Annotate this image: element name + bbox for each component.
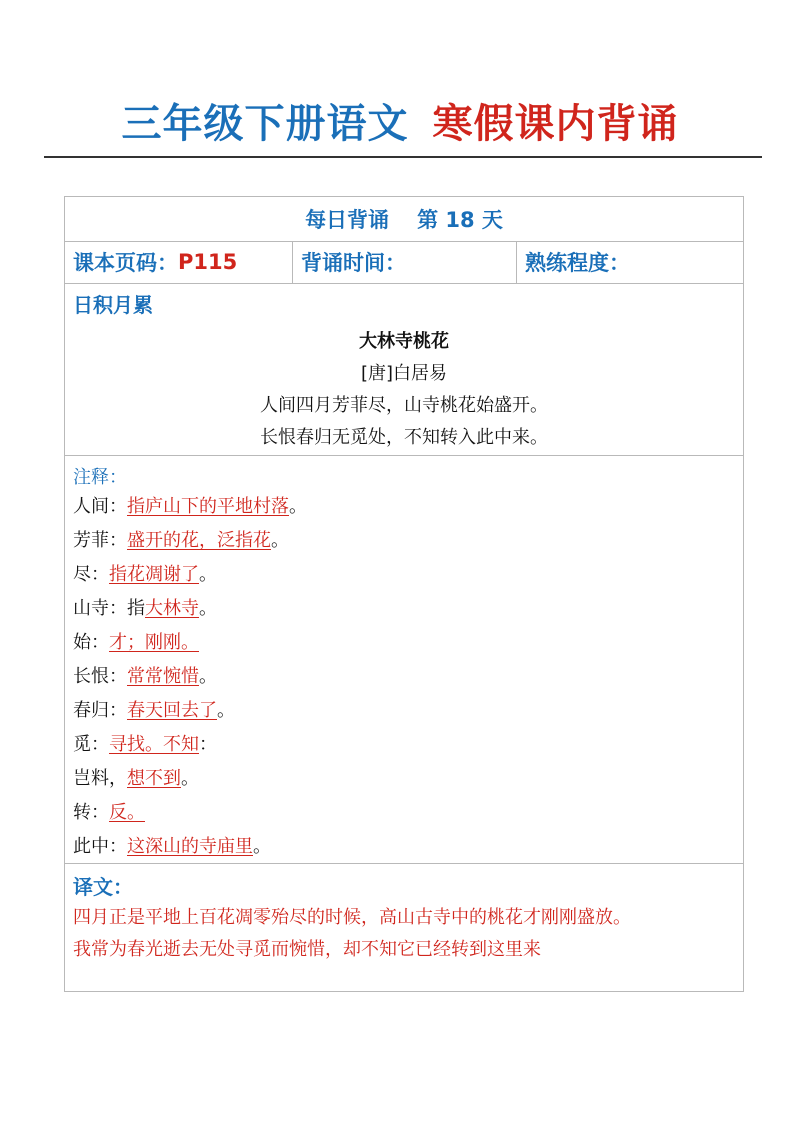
title-divider (44, 156, 762, 158)
note-definition: 这深山的寺庙里 (127, 836, 253, 857)
note-item (73, 665, 217, 689)
note-tail: ： (199, 734, 217, 755)
note-term: 尽： (73, 564, 109, 585)
day-counter: 第 18 天 (417, 208, 503, 232)
note-item (73, 835, 271, 859)
note-item (73, 699, 235, 723)
poem-line: 人间四月芳菲尽，山寺桃花始盛开。 (260, 395, 548, 416)
proficiency-label: 熟练程度： (525, 251, 630, 275)
note-term: 芳菲： (73, 530, 127, 551)
proficiency-cell (517, 241, 743, 283)
time-cell (293, 241, 517, 283)
daily-label: 每日背诵 (305, 208, 390, 232)
poem-title: 大林寺桃花 (359, 331, 449, 352)
note-definition: 指庐山下的平地村落 (127, 496, 289, 517)
note-tail: 。 (199, 564, 217, 585)
note-term: 长恨： (73, 666, 127, 687)
note-tail: 。 (181, 768, 199, 789)
note-item (73, 529, 289, 553)
note-definition: 常常惋惜 (127, 666, 199, 687)
note-definition: 大林寺 (145, 598, 199, 619)
note-item (73, 563, 217, 587)
notes-label: 注释： (73, 467, 127, 488)
note-prefix: 指 (127, 598, 145, 619)
time-label: 背诵时间： (301, 251, 406, 275)
note-term: 岂料， (73, 768, 127, 789)
note-definition: 盛开的花，泛指花 (127, 530, 271, 551)
note-item (73, 767, 199, 791)
poem-line: 长恨春归无觅处，不知转入此中来。 (260, 427, 548, 448)
note-tail: 。 (199, 666, 217, 687)
note-definition: 反。 (109, 802, 145, 823)
note-tail: 。 (253, 836, 271, 857)
title-subject: 寒假课内背诵 (432, 101, 679, 147)
note-term: 人间： (73, 496, 127, 517)
page-title (0, 96, 800, 152)
page-value: P115 (178, 250, 238, 274)
note-item (73, 733, 217, 757)
translation-label: 译文： (73, 875, 133, 899)
note-item (73, 597, 217, 621)
poem-author: [唐]白居易 (360, 363, 448, 384)
notes-section (65, 455, 743, 864)
translation-section (65, 863, 743, 991)
note-term: 山寺： (73, 598, 127, 619)
note-tail: 。 (217, 700, 235, 721)
poem-section-label: 日积月累 (73, 293, 153, 317)
note-item (73, 495, 307, 519)
note-definition: 春天回去了 (127, 700, 217, 721)
note-definition: 指花凋谢了 (109, 564, 199, 585)
note-definition: 寻找。不知 (109, 734, 199, 755)
note-tail: 。 (199, 598, 217, 619)
recitation-table (64, 196, 744, 992)
note-tail: 。 (271, 530, 289, 551)
note-item (73, 631, 199, 655)
note-term: 此中： (73, 836, 127, 857)
note-definition: 才；刚刚。 (109, 632, 199, 653)
note-tail: 。 (289, 496, 307, 517)
translation-line: 四月正是平地上百花凋零殆尽的时候，高山古寺中的桃花才刚刚盛放。 (73, 907, 631, 928)
meta-row (65, 241, 743, 284)
daily-header (65, 197, 743, 242)
note-item (73, 801, 145, 825)
title-grade: 三年级下册语文 (121, 101, 409, 147)
note-definition: 想不到 (127, 768, 181, 789)
note-term: 始： (73, 632, 109, 653)
translation-line: 我常为春光逝去无处寻觅而惋惜，却不知它已经转到这里来 (73, 939, 541, 960)
poem-section (65, 283, 743, 456)
note-term: 转： (73, 802, 109, 823)
page-label: 课本页码： (73, 251, 178, 275)
note-term: 觅： (73, 734, 109, 755)
page-cell (65, 241, 293, 283)
note-term: 春归： (73, 700, 127, 721)
